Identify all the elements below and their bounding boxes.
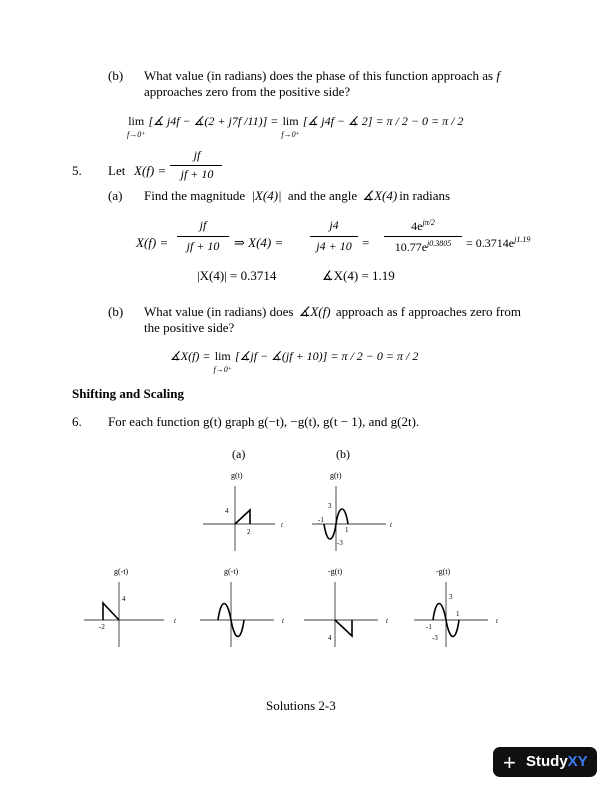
q5-eq1-f1-num: jf: [199, 218, 207, 232]
q4b-text-line2: approaches zero from the positive side?: [144, 84, 351, 99]
q5-eq1-arrow: ⇒ X(4) =: [234, 235, 284, 250]
q5-let: Let: [108, 163, 126, 178]
graph-g-a-curve: [235, 510, 250, 524]
q5-eq1-f2-num: j4: [329, 218, 339, 232]
q5-frac-bar: [170, 165, 222, 166]
q5b-equation: ∡X(f) = lim $^{f\to 0^+}$ [∡jf − ∡(jf + 10)] = π / 2 − 0 = π / 2: [170, 349, 419, 374]
q5-eq2-mag: |X(4)| = 0.3714: [197, 268, 277, 283]
graph-r3-y-tick: 4: [328, 634, 332, 642]
graph-r3-curve: [335, 620, 352, 636]
q5-eq1-f3-bar: [384, 236, 462, 237]
q4b-label: (b): [108, 68, 124, 83]
q5-xf: X(f) =: [134, 163, 167, 178]
q5-eq1-result: = $0.3714e^{j1.19}$: [466, 235, 531, 250]
graph-r1-y-tick: 4: [122, 595, 126, 603]
graph-r1-curve: [103, 603, 119, 620]
q5-eq1-f3-den: $10.77e^{j0.3805}$: [394, 239, 452, 254]
graph-r4-y-top: 3: [449, 593, 453, 601]
q5b-text-line1: What value (in radians) does ∡X(f) approach as f approaches zero from: [144, 304, 521, 319]
graph-r3-axis-label: t: [386, 617, 388, 625]
q4b-text-line1: What value (in radians) does the phase of this function approach as f: [144, 68, 500, 83]
q5-eq1-f3-num: $4e^{j\pi/2}$: [411, 218, 435, 233]
q5-eq1-f2-den: j4 + 10: [316, 239, 352, 253]
q4b-equation: lim $^{f\to 0^+}$ [∡ j4f − ∡(2 + j7f /11)] = lim $^{f\to 0^+}$ [∡ j4f − ∡ 2] = π / 2 − 0 = π / 2: [127, 114, 464, 139]
graph-g-b-title: g(t): [330, 471, 342, 480]
q5b-text-line2: the positive side?: [144, 320, 235, 335]
graph-g-a-axis-label: t: [281, 521, 283, 529]
graph-r3: [300, 562, 400, 652]
graph-r1-title: g(-t): [114, 567, 129, 576]
graph-r2: [196, 562, 296, 652]
section-heading: Shifting and Scaling: [72, 386, 184, 401]
graph-g-b-axis-label: t: [390, 521, 392, 529]
graph-g-b-x-right: 1: [345, 526, 349, 534]
graph-r4-x-left: -1: [426, 623, 432, 631]
graph-r2-title: g(-t): [224, 567, 239, 576]
graph-r4: [410, 562, 510, 652]
graph-g-b-y-bot: -3: [337, 539, 343, 547]
q5-eq1-f1-den: jf + 10: [186, 239, 220, 253]
q5-number: 5.: [72, 163, 82, 178]
q5a-label: (a): [108, 188, 123, 203]
q5b-label: (b): [108, 304, 124, 319]
graph-col-b-label: (b): [336, 447, 350, 461]
graph-g-a: [195, 466, 295, 556]
graph-r4-x-right: 1: [456, 610, 460, 618]
graph-g-a-y-tick: 4: [225, 507, 229, 515]
graph-g-a-x-tick: 2: [247, 528, 251, 536]
q5a-text: Find the magnitude |X(4)| and the angle ∡X(4) in radians: [144, 188, 451, 203]
graph-r1-axis-label: t: [174, 617, 176, 625]
graph-g-a-title: g(t): [231, 471, 243, 480]
plus-icon: +: [503, 750, 516, 775]
q5-frac-num: jf: [193, 148, 201, 162]
graph-col-a-label: (a): [232, 447, 246, 461]
graph-r3-title: -g(t): [328, 567, 343, 576]
graph-r2-axis-label: t: [282, 617, 284, 625]
graph-g-b-y-top: 3: [328, 502, 332, 510]
studyxy-logo-badge[interactable]: [493, 747, 597, 777]
page-footer: Solutions 2-3: [266, 698, 336, 713]
graph-r1: [76, 562, 186, 652]
graph-r4-axis-label: t: [496, 617, 498, 625]
graph-r4-title: -g(t): [436, 567, 451, 576]
graph-g-b-x-left: -1: [318, 516, 324, 524]
q5-eq1-lhs: X(f) =: [136, 235, 169, 250]
graph-r4-y-bot: -3: [432, 634, 438, 642]
q5-eq2-ang: ∡X(4) = 1.19: [322, 268, 395, 283]
q6-text: For each function g(t) graph g(−t), −g(t), g(t − 1), and g(2t).: [108, 414, 420, 429]
q5-eq1-equals: =: [362, 235, 370, 250]
q6-number: 6.: [72, 414, 82, 429]
q5-eq1-f1-bar: [177, 236, 229, 237]
q5-eq1-f2-bar: [310, 236, 358, 237]
q5-frac-den: jf + 10: [180, 167, 214, 181]
brand-name: StudyXY: [526, 753, 588, 770]
graph-r1-x-tick: -2: [99, 623, 105, 631]
graph-g-b: [308, 466, 408, 556]
